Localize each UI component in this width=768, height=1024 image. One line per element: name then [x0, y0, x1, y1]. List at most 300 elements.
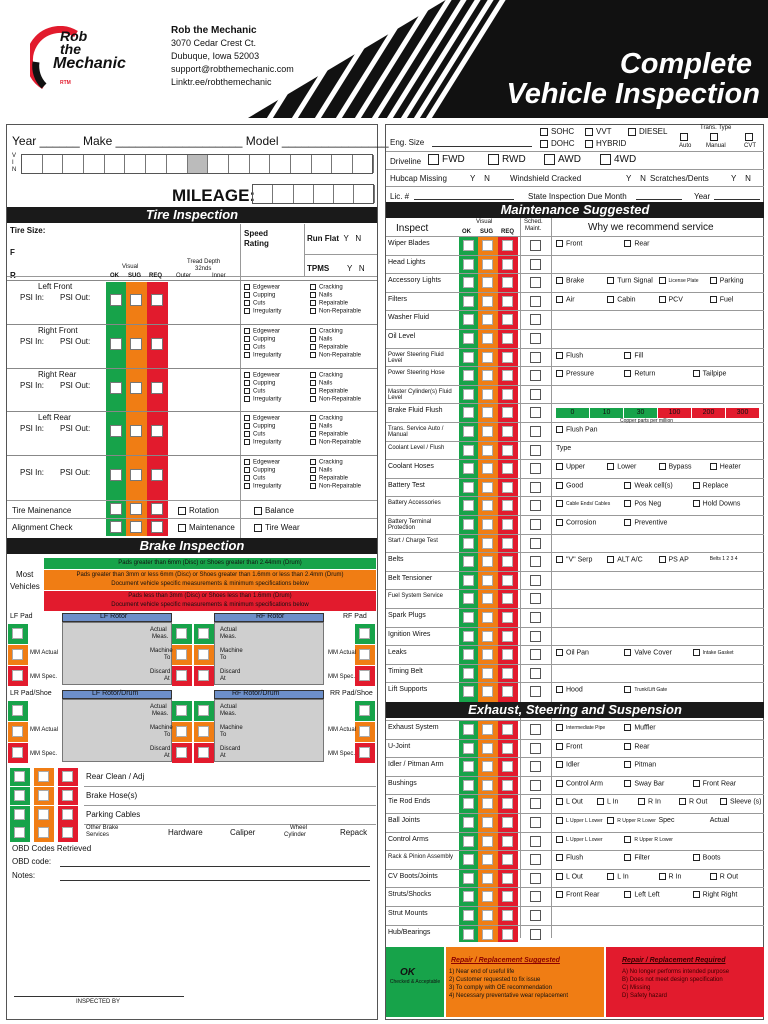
schedule-checkbox[interactable]: [530, 686, 541, 697]
option[interactable]: L Out: [556, 873, 583, 880]
schedule-checkbox[interactable]: [530, 836, 541, 847]
option[interactable]: Pressure: [556, 370, 594, 377]
option[interactable]: Hold Downs: [693, 500, 741, 507]
option[interactable]: Weak cell(s): [624, 482, 672, 489]
vin-char-box[interactable]: [208, 155, 229, 173]
tire-status-box[interactable]: [110, 338, 122, 350]
status-checkbox[interactable]: [463, 910, 474, 921]
option[interactable]: Valve Cover: [624, 649, 672, 656]
schedule-checkbox[interactable]: [530, 891, 541, 902]
status-checkbox[interactable]: [502, 426, 513, 437]
schedule-checkbox[interactable]: [530, 761, 541, 772]
pad-check-left[interactable]: [12, 726, 23, 737]
option[interactable]: R In: [659, 873, 682, 880]
rotor-check-right[interactable]: [198, 726, 209, 737]
tire-status-box[interactable]: [130, 382, 142, 394]
manual-checkbox[interactable]: [710, 133, 718, 141]
schedule-checkbox[interactable]: [530, 445, 541, 456]
option[interactable]: Trunk/Lift Gate: [624, 686, 667, 693]
status-checkbox[interactable]: [463, 929, 474, 940]
status-checkbox[interactable]: [482, 426, 493, 437]
tire-status-box[interactable]: [110, 294, 122, 306]
status-checkbox[interactable]: [463, 649, 474, 660]
schedule-checkbox[interactable]: [530, 296, 541, 307]
status-checkbox[interactable]: [463, 575, 474, 586]
status-checkbox[interactable]: [502, 500, 513, 511]
vin-char-box[interactable]: [229, 155, 250, 173]
status-checkbox[interactable]: [463, 854, 474, 865]
status-checkbox[interactable]: [502, 259, 513, 270]
status-checkbox[interactable]: [463, 556, 474, 567]
status-checkbox[interactable]: [482, 743, 493, 754]
status-checkbox[interactable]: [502, 538, 513, 549]
status-checkbox[interactable]: [482, 259, 493, 270]
status-checkbox[interactable]: [502, 445, 513, 456]
brake-extra-check[interactable]: [62, 790, 73, 801]
option[interactable]: Actual: [709, 817, 730, 824]
option[interactable]: Heater: [710, 463, 741, 470]
mileage-digit-box[interactable]: [355, 185, 375, 203]
rotor-check-left[interactable]: [176, 726, 187, 737]
vin-char-box[interactable]: [22, 155, 43, 173]
option[interactable]: L Upper L Lower: [556, 836, 603, 843]
status-checkbox[interactable]: [482, 798, 493, 809]
status-checkbox[interactable]: [463, 836, 474, 847]
schedule-checkbox[interactable]: [530, 277, 541, 288]
rotor-check-right[interactable]: [198, 670, 209, 681]
maintenance-checkbox[interactable]: [178, 524, 186, 532]
rotor-check-left[interactable]: [176, 628, 187, 639]
option[interactable]: Replace: [693, 482, 729, 489]
pad-check-left[interactable]: [12, 628, 23, 639]
status-checkbox[interactable]: [482, 873, 493, 884]
option[interactable]: Pos Neg: [624, 500, 661, 507]
status-checkbox[interactable]: [482, 593, 493, 604]
option[interactable]: Idler: [556, 761, 580, 768]
status-checkbox[interactable]: [502, 910, 513, 921]
fwd-checkbox[interactable]: [428, 154, 439, 165]
option[interactable]: Filter: [624, 854, 650, 861]
status-checkbox[interactable]: [463, 724, 474, 735]
option[interactable]: Corrosion: [556, 519, 596, 526]
option[interactable]: Parking: [710, 277, 744, 284]
status-checkbox[interactable]: [463, 743, 474, 754]
vvt-checkbox[interactable]: [585, 128, 593, 136]
rotor-check-right[interactable]: [198, 705, 209, 716]
tire-service-box[interactable]: [151, 521, 163, 533]
status-checkbox[interactable]: [502, 370, 513, 381]
status-checkbox[interactable]: [502, 743, 513, 754]
option[interactable]: Front Rear: [556, 891, 599, 898]
rwd-checkbox[interactable]: [488, 154, 499, 165]
option[interactable]: Hood: [556, 686, 583, 693]
option[interactable]: Right Right: [693, 891, 738, 898]
hybrid-checkbox[interactable]: [585, 140, 593, 148]
status-checkbox[interactable]: [463, 426, 474, 437]
tire-status-box[interactable]: [130, 425, 142, 437]
option[interactable]: Sway Bar: [624, 780, 664, 787]
tire-service-box[interactable]: [130, 503, 142, 515]
balance-checkbox[interactable]: [254, 507, 262, 515]
option[interactable]: Fuel: [710, 296, 734, 303]
status-checkbox[interactable]: [502, 873, 513, 884]
option[interactable]: Rear: [624, 743, 649, 750]
brake-extra-check[interactable]: [38, 790, 49, 801]
status-checkbox[interactable]: [482, 277, 493, 288]
vin-char-box[interactable]: [312, 155, 333, 173]
status-checkbox[interactable]: [482, 500, 493, 511]
option[interactable]: L Out: [556, 798, 583, 805]
option[interactable]: Cabin: [607, 296, 635, 303]
mileage-digit-box[interactable]: [273, 185, 293, 203]
status-checkbox[interactable]: [463, 445, 474, 456]
rotor-check-left[interactable]: [176, 670, 187, 681]
status-checkbox[interactable]: [502, 798, 513, 809]
status-checkbox[interactable]: [502, 575, 513, 586]
rotor-check-right[interactable]: [198, 649, 209, 660]
option[interactable]: Intake Gasket: [693, 649, 734, 656]
status-checkbox[interactable]: [502, 649, 513, 660]
schedule-checkbox[interactable]: [530, 500, 541, 511]
schedule-checkbox[interactable]: [530, 724, 541, 735]
status-checkbox[interactable]: [463, 370, 474, 381]
rotor-check-left[interactable]: [176, 705, 187, 716]
status-checkbox[interactable]: [502, 333, 513, 344]
brake-extra-check[interactable]: [14, 771, 25, 782]
pad-check-left[interactable]: [12, 670, 23, 681]
option[interactable]: Front Rear: [693, 780, 736, 787]
brake-extra-check[interactable]: [14, 790, 25, 801]
option[interactable]: R Upper R Lower: [607, 817, 656, 824]
tire-status-box[interactable]: [110, 425, 122, 437]
option[interactable]: PS AP: [659, 556, 689, 563]
option[interactable]: Boots: [693, 854, 721, 861]
status-checkbox[interactable]: [502, 296, 513, 307]
status-checkbox[interactable]: [463, 538, 474, 549]
brake-extra-check[interactable]: [38, 771, 49, 782]
schedule-checkbox[interactable]: [530, 519, 541, 530]
status-checkbox[interactable]: [463, 668, 474, 679]
option[interactable]: PCV: [659, 296, 683, 303]
status-checkbox[interactable]: [482, 817, 493, 828]
status-checkbox[interactable]: [482, 333, 493, 344]
vin-char-box[interactable]: [270, 155, 291, 173]
option[interactable]: Lower: [607, 463, 636, 470]
option[interactable]: Brake: [556, 277, 584, 284]
schedule-checkbox[interactable]: [530, 389, 541, 400]
schedule-checkbox[interactable]: [530, 556, 541, 567]
tire-status-box[interactable]: [151, 338, 163, 350]
tire-status-box[interactable]: [130, 338, 142, 350]
option[interactable]: L In: [597, 798, 618, 805]
pad-check-right[interactable]: [359, 705, 370, 716]
tire-status-box[interactable]: [110, 382, 122, 394]
vin-char-box[interactable]: [126, 155, 147, 173]
rotor-check-right[interactable]: [198, 628, 209, 639]
status-checkbox[interactable]: [463, 519, 474, 530]
mileage-digit-box[interactable]: [314, 185, 334, 203]
status-checkbox[interactable]: [502, 817, 513, 828]
status-checkbox[interactable]: [482, 761, 493, 772]
rotor-check-right[interactable]: [198, 747, 209, 758]
status-checkbox[interactable]: [502, 593, 513, 604]
status-checkbox[interactable]: [482, 556, 493, 567]
brake-extra-check[interactable]: [14, 827, 25, 838]
status-checkbox[interactable]: [482, 538, 493, 549]
tire-status-box[interactable]: [130, 294, 142, 306]
status-checkbox[interactable]: [463, 891, 474, 902]
status-checkbox[interactable]: [482, 519, 493, 530]
vin-char-box[interactable]: [63, 155, 84, 173]
vin-char-box[interactable]: [146, 155, 167, 173]
status-checkbox[interactable]: [463, 631, 474, 642]
status-checkbox[interactable]: [463, 482, 474, 493]
schedule-checkbox[interactable]: [530, 873, 541, 884]
status-checkbox[interactable]: [502, 631, 513, 642]
status-checkbox[interactable]: [463, 352, 474, 363]
status-checkbox[interactable]: [502, 929, 513, 940]
tire-status-box[interactable]: [130, 469, 142, 481]
option[interactable]: Fill: [624, 352, 643, 359]
option[interactable]: Intermediate Pipe: [556, 724, 605, 731]
option[interactable]: ALT A/C: [607, 556, 642, 563]
status-checkbox[interactable]: [463, 389, 474, 400]
pad-check-right[interactable]: [359, 670, 370, 681]
status-checkbox[interactable]: [482, 463, 493, 474]
option[interactable]: Bypass: [659, 463, 692, 470]
tire-service-box[interactable]: [110, 503, 122, 515]
brake-extra-check[interactable]: [38, 809, 49, 820]
schedule-checkbox[interactable]: [530, 575, 541, 586]
schedule-checkbox[interactable]: [530, 854, 541, 865]
status-checkbox[interactable]: [463, 780, 474, 791]
tire-status-box[interactable]: [151, 425, 163, 437]
mileage-digit-box[interactable]: [294, 185, 314, 203]
option[interactable]: Flush Pan: [556, 426, 598, 433]
option[interactable]: Oil Pan: [556, 649, 589, 656]
status-checkbox[interactable]: [502, 724, 513, 735]
status-checkbox[interactable]: [502, 854, 513, 865]
rotor-check-left[interactable]: [176, 649, 187, 660]
4wd-checkbox[interactable]: [600, 154, 611, 165]
brake-extra-check[interactable]: [62, 809, 73, 820]
status-checkbox[interactable]: [482, 929, 493, 940]
status-checkbox[interactable]: [482, 575, 493, 586]
pad-check-left[interactable]: [12, 705, 23, 716]
status-checkbox[interactable]: [502, 407, 513, 418]
status-checkbox[interactable]: [463, 612, 474, 623]
pad-check-right[interactable]: [359, 628, 370, 639]
option[interactable]: Left Left: [624, 891, 659, 898]
option[interactable]: R Out: [710, 873, 738, 880]
status-checkbox[interactable]: [463, 798, 474, 809]
vin-boxes[interactable]: [21, 154, 373, 174]
option[interactable]: L Upper L Lower: [556, 817, 603, 824]
brake-extra-check[interactable]: [62, 827, 73, 838]
brake-extra-check[interactable]: [38, 827, 49, 838]
option[interactable]: Muffler: [624, 724, 655, 731]
status-checkbox[interactable]: [482, 649, 493, 660]
vin-char-box[interactable]: [167, 155, 188, 173]
status-checkbox[interactable]: [463, 817, 474, 828]
status-checkbox[interactable]: [502, 389, 513, 400]
status-checkbox[interactable]: [502, 891, 513, 902]
schedule-checkbox[interactable]: [530, 798, 541, 809]
tire-status-box[interactable]: [151, 294, 163, 306]
option[interactable]: L In: [607, 873, 628, 880]
schedule-checkbox[interactable]: [530, 352, 541, 363]
schedule-checkbox[interactable]: [530, 333, 541, 344]
status-checkbox[interactable]: [502, 761, 513, 772]
status-checkbox[interactable]: [502, 612, 513, 623]
status-checkbox[interactable]: [463, 463, 474, 474]
vin-char-box[interactable]: [250, 155, 271, 173]
option[interactable]: Flush: [556, 854, 583, 861]
status-checkbox[interactable]: [482, 389, 493, 400]
status-checkbox[interactable]: [463, 686, 474, 697]
status-checkbox[interactable]: [502, 352, 513, 363]
status-checkbox[interactable]: [482, 352, 493, 363]
status-checkbox[interactable]: [463, 277, 474, 288]
status-checkbox[interactable]: [482, 445, 493, 456]
option[interactable]: R Upper R Lower: [624, 836, 673, 843]
schedule-checkbox[interactable]: [530, 482, 541, 493]
schedule-checkbox[interactable]: [530, 240, 541, 251]
schedule-checkbox[interactable]: [530, 538, 541, 549]
status-checkbox[interactable]: [502, 463, 513, 474]
status-checkbox[interactable]: [463, 314, 474, 325]
status-checkbox[interactable]: [502, 240, 513, 251]
status-checkbox[interactable]: [482, 891, 493, 902]
schedule-checkbox[interactable]: [530, 668, 541, 679]
status-checkbox[interactable]: [463, 296, 474, 307]
option[interactable]: Cable Ends/ Cables: [556, 500, 610, 507]
pad-check-right[interactable]: [359, 726, 370, 737]
option[interactable]: Type: [556, 444, 572, 452]
status-checkbox[interactable]: [482, 296, 493, 307]
tire-service-box[interactable]: [110, 521, 122, 533]
dohc-checkbox[interactable]: [540, 140, 548, 148]
schedule-checkbox[interactable]: [530, 593, 541, 604]
tire-service-box[interactable]: [151, 503, 163, 515]
status-checkbox[interactable]: [502, 668, 513, 679]
status-checkbox[interactable]: [482, 910, 493, 921]
option[interactable]: Air: [556, 296, 575, 303]
status-checkbox[interactable]: [482, 724, 493, 735]
tire-status-box[interactable]: [110, 469, 122, 481]
status-checkbox[interactable]: [463, 240, 474, 251]
schedule-checkbox[interactable]: [530, 743, 541, 754]
option[interactable]: Front: [556, 743, 582, 750]
option[interactable]: R Out: [679, 798, 707, 805]
pad-check-left[interactable]: [12, 747, 23, 758]
status-checkbox[interactable]: [502, 686, 513, 697]
status-checkbox[interactable]: [482, 482, 493, 493]
status-checkbox[interactable]: [502, 314, 513, 325]
status-checkbox[interactable]: [502, 556, 513, 567]
mileage-digit-box[interactable]: [253, 185, 273, 203]
sohc-checkbox[interactable]: [540, 128, 548, 136]
status-checkbox[interactable]: [463, 407, 474, 418]
option[interactable]: Front: [556, 240, 582, 247]
status-checkbox[interactable]: [482, 240, 493, 251]
schedule-checkbox[interactable]: [530, 649, 541, 660]
status-checkbox[interactable]: [482, 370, 493, 381]
vin-char-box[interactable]: [333, 155, 354, 173]
auto-checkbox[interactable]: [680, 133, 688, 141]
schedule-checkbox[interactable]: [530, 259, 541, 270]
pad-check-left[interactable]: [12, 649, 23, 660]
tire-status-box[interactable]: [151, 469, 163, 481]
diesel-checkbox[interactable]: [628, 128, 636, 136]
option[interactable]: Flush: [556, 352, 583, 359]
brake-extra-check[interactable]: [62, 771, 73, 782]
option[interactable]: Upper: [556, 463, 585, 470]
status-checkbox[interactable]: [463, 593, 474, 604]
tire-status-box[interactable]: [151, 382, 163, 394]
status-checkbox[interactable]: [482, 668, 493, 679]
status-checkbox[interactable]: [502, 277, 513, 288]
schedule-checkbox[interactable]: [530, 407, 541, 418]
status-checkbox[interactable]: [482, 612, 493, 623]
status-checkbox[interactable]: [482, 314, 493, 325]
option[interactable]: Preventive: [624, 519, 667, 526]
status-checkbox[interactable]: [502, 519, 513, 530]
status-checkbox[interactable]: [463, 761, 474, 772]
schedule-checkbox[interactable]: [530, 463, 541, 474]
status-checkbox[interactable]: [482, 836, 493, 847]
tire-service-box[interactable]: [130, 521, 142, 533]
option[interactable]: License Plate: [659, 277, 699, 284]
status-checkbox[interactable]: [463, 259, 474, 270]
schedule-checkbox[interactable]: [530, 612, 541, 623]
option[interactable]: Turn Signal: [607, 277, 653, 284]
status-checkbox[interactable]: [502, 482, 513, 493]
schedule-checkbox[interactable]: [530, 370, 541, 381]
status-checkbox[interactable]: [482, 686, 493, 697]
option[interactable]: Rear: [624, 240, 649, 247]
rotor-check-left[interactable]: [176, 747, 187, 758]
status-checkbox[interactable]: [463, 333, 474, 344]
status-checkbox[interactable]: [463, 873, 474, 884]
option[interactable]: Belts 1 2 3 4: [709, 556, 738, 563]
option[interactable]: Spec: [658, 817, 675, 824]
vin-char-box[interactable]: [188, 155, 209, 173]
status-checkbox[interactable]: [502, 780, 513, 791]
pad-check-right[interactable]: [359, 649, 370, 660]
schedule-checkbox[interactable]: [530, 631, 541, 642]
vin-char-box[interactable]: [291, 155, 312, 173]
vin-char-box[interactable]: [353, 155, 374, 173]
status-checkbox[interactable]: [482, 780, 493, 791]
schedule-checkbox[interactable]: [530, 817, 541, 828]
schedule-checkbox[interactable]: [530, 910, 541, 921]
option[interactable]: Good: [556, 482, 583, 489]
option[interactable]: Return: [624, 370, 655, 377]
status-checkbox[interactable]: [463, 500, 474, 511]
rotation-checkbox[interactable]: [178, 507, 186, 515]
mileage-boxes[interactable]: [252, 184, 374, 204]
option[interactable]: Sleeve (s): [720, 798, 762, 805]
mileage-digit-box[interactable]: [334, 185, 354, 203]
schedule-checkbox[interactable]: [530, 314, 541, 325]
status-checkbox[interactable]: [482, 631, 493, 642]
status-checkbox[interactable]: [502, 836, 513, 847]
awd-checkbox[interactable]: [544, 154, 555, 165]
option[interactable]: "V" Serp: [556, 556, 592, 563]
brake-extra-check[interactable]: [14, 809, 25, 820]
schedule-checkbox[interactable]: [530, 426, 541, 437]
